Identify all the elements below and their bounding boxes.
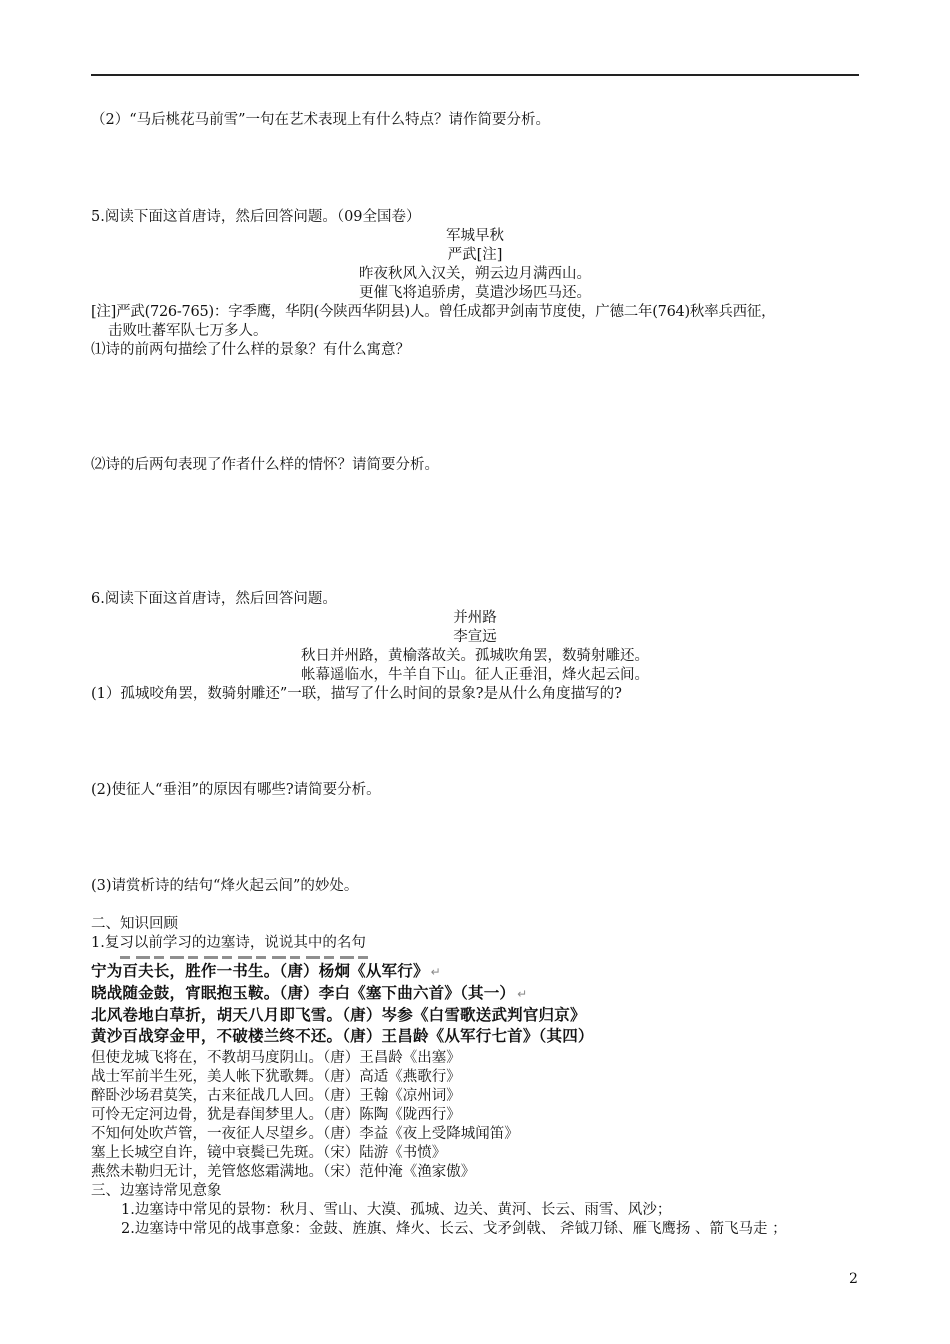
famous-line: 但使龙城飞将在，不教胡马度阴山。（唐）王昌龄《出塞》 bbox=[91, 1050, 461, 1066]
q6-poem-author: 李宣远 bbox=[453, 629, 497, 645]
scan-artifact bbox=[120, 956, 370, 959]
q6-heading: 6.阅读下面这首唐诗，然后回答问题。 bbox=[91, 591, 337, 607]
q5-poem-author: 严武[注] bbox=[447, 247, 503, 263]
famous-line: 可怜无定河边骨，犹是春闺梦里人。（唐）陈陶《陇西行》 bbox=[91, 1107, 461, 1123]
q5-poem-line-2: 更催飞将追骄虏，莫遣沙场匹马还。 bbox=[359, 285, 591, 301]
famous-line-bold: 黄沙百战穿金甲，不破楼兰终不还。（唐）王昌龄《从军行七首》（其四） bbox=[91, 1027, 594, 1045]
famous-line: 战士军前半生死，美人帐下犹歌舞。（唐）高适《燕歌行》 bbox=[91, 1069, 461, 1085]
famous-line-bold: 宁为百夫长，胜作一书生。（唐）杨炯《从军行》 ↵ bbox=[91, 962, 441, 980]
section-2-heading: 二、知识回顾 bbox=[91, 916, 178, 932]
q4-subquestion-2: （2）“马后桃花马前雪”一句在艺术表现上有什么特点？请作简要分析。 bbox=[91, 112, 551, 128]
section-3-item-2: 2.边塞诗中常见的战事意象：金鼓、旌旗、烽火、长云、戈矛剑戟、 斧钺刀铩、雁飞鹰扬 、箭飞马走 ； bbox=[121, 1221, 787, 1237]
q5-subquestion-2: ⑵诗的后两句表现了作者什么样的情怀？请简要分析。 bbox=[91, 457, 439, 473]
section-3-item-1: 1.边塞诗中常见的景物：秋月、雪山、大漠、孤城、边关、黄河、长云、雨雪、风沙； bbox=[121, 1202, 672, 1218]
q6-poem-line-1: 秋日并州路，黄榆落故关。孤城吹角罢，数骑射雕还。 bbox=[301, 648, 649, 664]
q5-poem-title: 军城早秋 bbox=[446, 228, 504, 244]
famous-line-bold: 北风卷地白草折，胡天八月即飞雪。（唐）岑参《白雪歌送武判官归京》 bbox=[91, 1006, 586, 1024]
famous-line-bold: 晓战随金鼓，宵眠抱玉鞍。（唐）李白《塞下曲六首》（其一） ↵ bbox=[91, 984, 528, 1002]
section-3-heading: 三、边塞诗常见意象 bbox=[91, 1183, 222, 1199]
q6-subquestion-2: (2)使征人“垂泪”的原因有哪些?请简要分析。 bbox=[91, 782, 381, 798]
q5-note-line-2: 击败吐蕃军队七万多人。 bbox=[108, 323, 268, 339]
q5-heading: 5.阅读下面这首唐诗，然后回答问题。（09全国卷） bbox=[91, 209, 421, 225]
famous-line: 塞上长城空自许，镜中衰鬓已先斑。（宋）陆游《书愤》 bbox=[91, 1145, 447, 1161]
famous-line: 不知何处吹芦管，一夜征人尽望乡。（唐）李益《夜上受降城闻笛》 bbox=[91, 1126, 519, 1142]
q6-subquestion-1: (1）孤城咬角罢，数骑射雕还”一联，描写了什么时间的景象?是从什么角度描写的? bbox=[91, 686, 622, 702]
q6-subquestion-3: (3)请赏析诗的结句“烽火起云间”的妙处。 bbox=[91, 878, 359, 894]
famous-line: 燕然未勒归无计，羌管悠悠霜满地。（宋）范仲淹《渔家傲》 bbox=[91, 1164, 476, 1180]
q6-poem-title: 并州路 bbox=[453, 610, 497, 626]
q5-poem-line-1: 昨夜秋风入汉关，朔云边月满西山。 bbox=[359, 266, 591, 282]
page-number: 2 bbox=[849, 1271, 858, 1287]
q5-note-line-1: [注]严武(726-765)：字季鹰，华阴(今陕西华阴县)人。曾任成都尹剑南节度使，广德二年(764)秋率兵西征， bbox=[91, 304, 776, 320]
section-2-item-1: 1.复习以前学习的边塞诗，说说其中的名句 bbox=[91, 935, 366, 951]
header-rule bbox=[91, 74, 859, 76]
famous-line: 醉卧沙场君莫笑，古来征战几人回。（唐）王翰《凉州词》 bbox=[91, 1088, 461, 1104]
q5-subquestion-1: ⑴诗的前两句描绘了什么样的景象？有什么寓意？ bbox=[91, 342, 410, 358]
q6-poem-line-2: 帐幕遥临水，牛羊自下山。征人正垂泪，烽火起云间。 bbox=[301, 667, 649, 683]
